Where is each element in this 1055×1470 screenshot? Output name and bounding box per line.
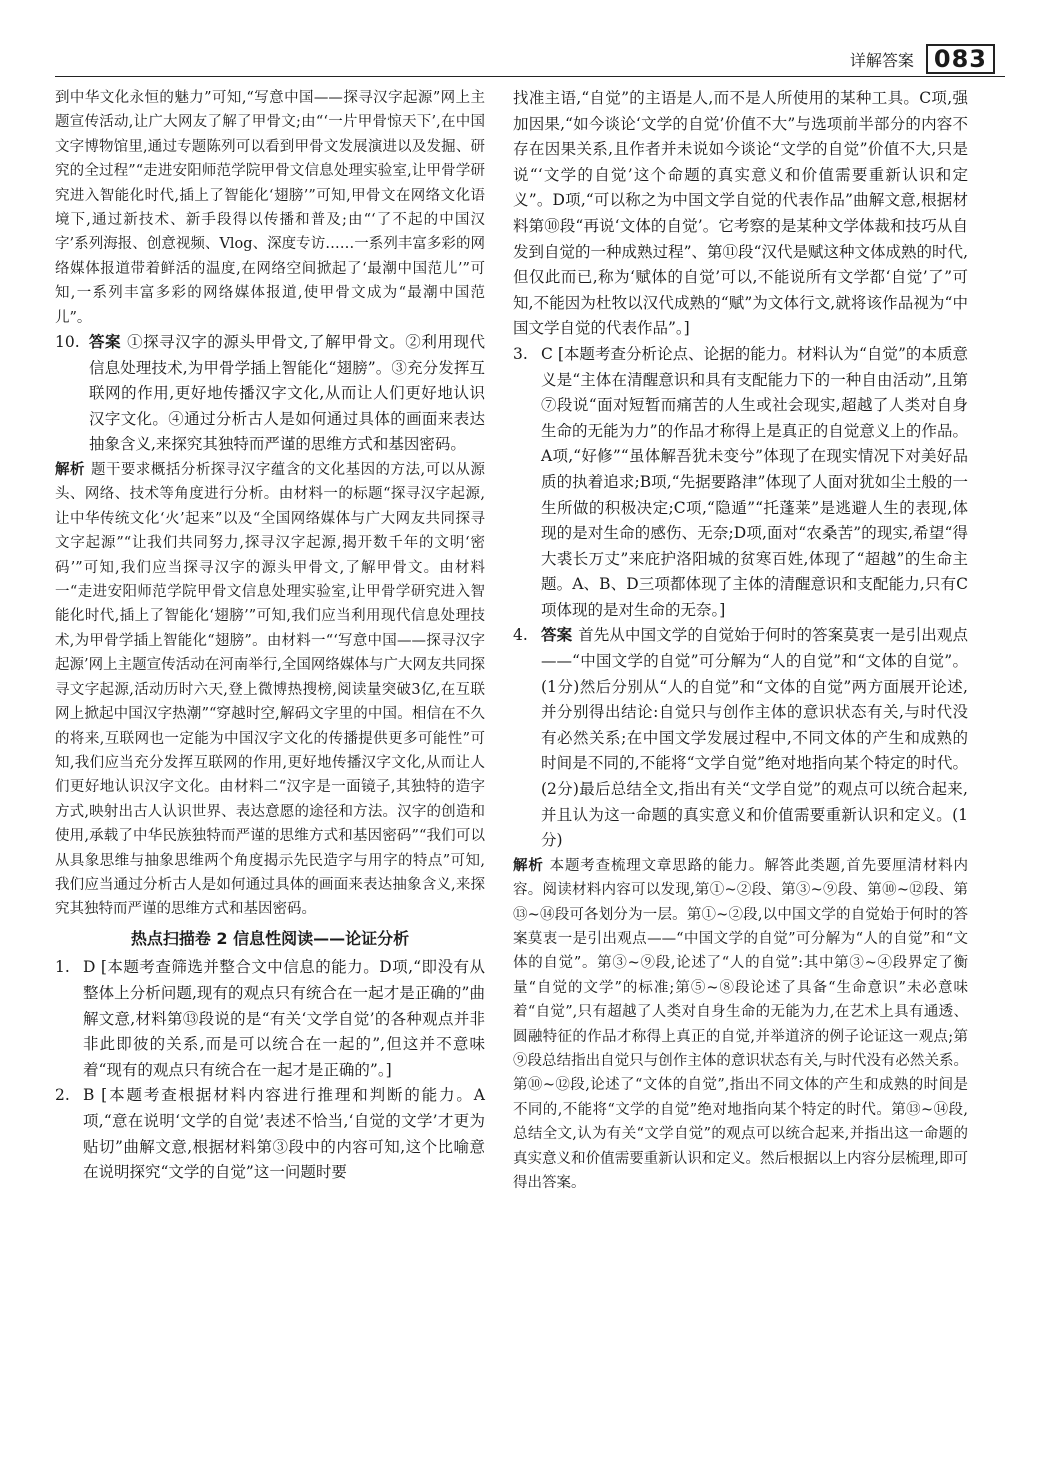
q10-answer-item (55, 330, 485, 458)
q4-number: 4. (513, 626, 528, 645)
right-column (513, 86, 968, 1196)
q9-continuation: 到中华文化永恒的魅力”可知,“写意中国——探寻汉字起源”网上主题宣传活动,让广大网友了解了甲骨文;由“‘一片甲骨惊天下’,在中国文字博物馆里,通过专题陈列可以看到甲骨文发展演进以及发掘、研究的全过程”“走进安阳师范学院甲骨文信息处理实验室,让甲骨学研究进入智能化时代,插上了智能化‘翅膀’”可知,甲骨文在网络文化语境下,通过新技术、新手段得以传播和普及;由“‘了不起的中国汉字’系列海报、创意视频、Vlog、深度专访……一系列丰富多彩的网络媒体报道带着鲜活的温度,在网络空间掀起了‘最潮中国范儿’”可知,一系列丰富多彩的网络媒体报道,使甲骨文成为“最潮中国范儿”。 (55, 90, 485, 326)
header-label: 详解答案 (849, 50, 914, 70)
analysis-tag: 解析 (55, 462, 85, 479)
q1-number: 1. (55, 958, 70, 977)
analysis-tag: 解析 (513, 857, 544, 874)
q1-item (55, 955, 485, 1083)
answer-tag: 答案 (541, 626, 573, 645)
section-title: 热点扫描卷 2 信息性阅读——论证分析 (130, 928, 410, 948)
q4-analysis-text: 本题考查梳理文章思路的能力。解答此类题,首先要厘清材料内容。阅读材料内容可以发现,第①~②段、第③~⑨段、第⑩~⑫段、第⑬~⑭段可各划分为一层。第①~②段,以中国文学的自觉始于何时的答案莫衷一是引出观点——“中国文学的自觉”可分解为“人的自觉”和“文体的自觉”。第③~⑨段,论述了“人的自觉”:其中第③~④段界定了衡量“自觉的文学”的标准;第⑤~⑧段论述了具备“生命意识”未必意味着“自觉”,只有超越了人类对自身生命的无能为力,在艺术上具有通透、圆融特征的作品才称得上真正的自觉,并举道济的例子论证这一观点;第⑨段总结指出自觉只与创作主体的意识状态有关,与时代没有必然关系。第⑩~⑫段,论述了“文体的自觉”,指出不同文体的产生和成熟的时间是不同的,不能将“文学的自觉”绝对地指向某个特定的时代。第⑬~⑭段,总结全文,认为有关“文学自觉”的观点可以统合起来,并指出这一命题的真实意义和价值需要重新认识和定义。然后根据以上内容分层梳理,即可得出答案。 (513, 857, 969, 1192)
header-rule (55, 76, 1005, 77)
page-header (850, 44, 995, 74)
page-number: 083 (926, 44, 995, 74)
answer-tag: 答案 (89, 333, 122, 352)
q4-answer-item (513, 623, 968, 853)
q2-number: 2. (55, 1086, 70, 1105)
left-column (55, 86, 485, 1186)
q3-number: 3. (513, 344, 528, 363)
q10-analysis-text: 题干要求概括分析探寻汉字蕴含的文化基因的方法,可以从源头、网络、技术等角度进行分析。由材料一的标题“探寻汉字起源,让中华传统文化‘火’起来”以及“全国网络媒体与广大网友共同探寻文字起源”“让我们共同努力,探寻汉字起源,揭开数千年的文明‘密码’”可知,我们应当探寻汉字的源头甲骨文,了解甲骨文。由材料一“走进安阳师范学院甲骨文信息处理实验室,让甲骨学研究进入智能化时代,插上了智能化‘翅膀’”可知,我们应当利用现代信息处理技术,为甲骨学插上智能化“翅膀”。由材料一“‘写意中国——探寻汉字起源’网上主题宣传活动在河南举行,全国网络媒体与广大网友共同探寻文字起源,活动历时六天,登上微博热搜榜,阅读量突破3亿,在互联网上掀起中国汉字热潮”“穿越时空,解码文字里的中国。相信在不久的将来,互联网也一定能为中国汉字文化的传播提供更多可能性”可知,我们应当充分发挥互联网的作用,更好地传播汉字文化,从而让人们更好地认识汉字文化。由材料二“汉字是一面镜子,其独特的造字方式,映射出古人认识世界、表达意愿的途径和方法。汉字的创造和使用,承载了中华民族独特而严谨的思维方式和基因密码”“我们可以从具象思维与抽象思维两个角度揭示先民造字与用字的特点”可知,我们应当通过分析古人是如何通过具体的画面来表达抽象含义,来探究其独特而严谨的思维方式和基因密码。 (55, 462, 486, 918)
q10-number: 10. (55, 333, 80, 352)
q2-continuation: 找准主语,“自觉”的主语是人,而不是人所使用的某种工具。C项,强加因果,“如今谈论‘文学的自觉’价值不大”与选项前半部分的内容不存在因果关系,且作者并未说如今谈论“文学的自觉”价值不大,只是说“‘文学的自觉’这个命题的真实意义和价值需要重新认识和定义”。D项,“可以称之为中国文学自觉的代表作品”曲解文意,根据材料第⑩段“再说‘文体的自觉’。它考察的是某种文学体裁和技巧从自发到自觉的一种成熟过程”、第⑪段“汉代是赋这种文体成熟的时代,但仅此而已,称为‘赋体的自觉’可以,不能说所有文学都‘自觉’了”可知,不能因为杜牧以汉代成熟的“赋”为文体行文,就将该作品视为“中国文学自觉的代表作品”。] (513, 89, 968, 338)
q10-analysis (55, 458, 485, 922)
q3-item (513, 342, 968, 624)
q2-item (55, 1083, 485, 1185)
q3-text: C [本题考查分析论点、论据的能力。材料认为“自觉”的本质意义是“主体在清醒意识和具有支配能力下的一种自由活动”,且第⑦段说“面对短暂而痛苦的人生或社会现实,超越了人类对自身生命的无能为力”的作品才称得上是真正的自觉意义上的作品。A项,“好修”“虽体解吾犹未变兮”体现了在现实情况下对美好品质的执着追求;B项,“先据要路津”体现了人面对犹如尘土般的一生所做的积极决定;C项,“隐遁”“托蓬莱”是逃避人生的表现,体现的是对生命的感伤、无奈;D项,面对“农桑苦”的现实,希望“得大裘长万丈”来庇护洛阳城的贫寒百姓,体现了“超越”的生命主题。A、B、D三项都体现了主体的清醒意识和支配能力,只有C项体现的是对生命的无奈。] (541, 344, 968, 619)
q4-analysis (513, 854, 968, 1196)
q10-answer: ①探寻汉字的源头甲骨文,了解甲骨文。②利用现代信息处理技术,为甲骨学插上智能化“翅膀”。③充分发挥互联网的作用,更好地传播汉字文化,从而让人们更好地认识汉字文化。④通过分析古人是如何通过具体的画面来表达抽象含义,来探究其独特而严谨的思维方式和基因密码。 (89, 333, 485, 454)
q4-answer: 首先从中国文学的自觉始于何时的答案莫衷一是引出观点——“中国文学的自觉”可分解为“人的自觉”和“文体的自觉”。(1分)然后分别从“人的自觉”和“文体的自觉”两方面展开论述,并分别得出结论:自觉只与创作主体的意识状态有关,与时代没有必然关系;在中国文学发展过程中,不同文体的产生和成熟的时间是不同的,不能将“文学自觉”绝对地指向某个特定的时代。(2分)最后总结全文,指出有关“文学自觉”的观点可以统合起来,并且认为这一命题的真实意义和价值需要重新认识和定义。(1分) (541, 626, 968, 850)
q2-text: B [本题考查根据材料内容进行推理和判断的能力。A项,“意在说明‘文学的自觉’表述不恰当,‘自觉的文学’才更为贴切”曲解文意,根据材料第③段中的内容可知,这个比喻意在说明探究“文学的自觉”这一问题时要 (83, 1086, 485, 1182)
q1-text: D [本题考查筛选并整合文中信息的能力。D项,“即没有从整体上分析问题,现有的观点只有统合在一起才是正确的”曲解文意,材料第⑬段说的是“有关‘文学自觉’的各种观点并非非此即彼的关系,而是可以统合在一起的”,但这并不意味着“现有的观点只有统合在一起才是正确的”。] (83, 958, 485, 1079)
